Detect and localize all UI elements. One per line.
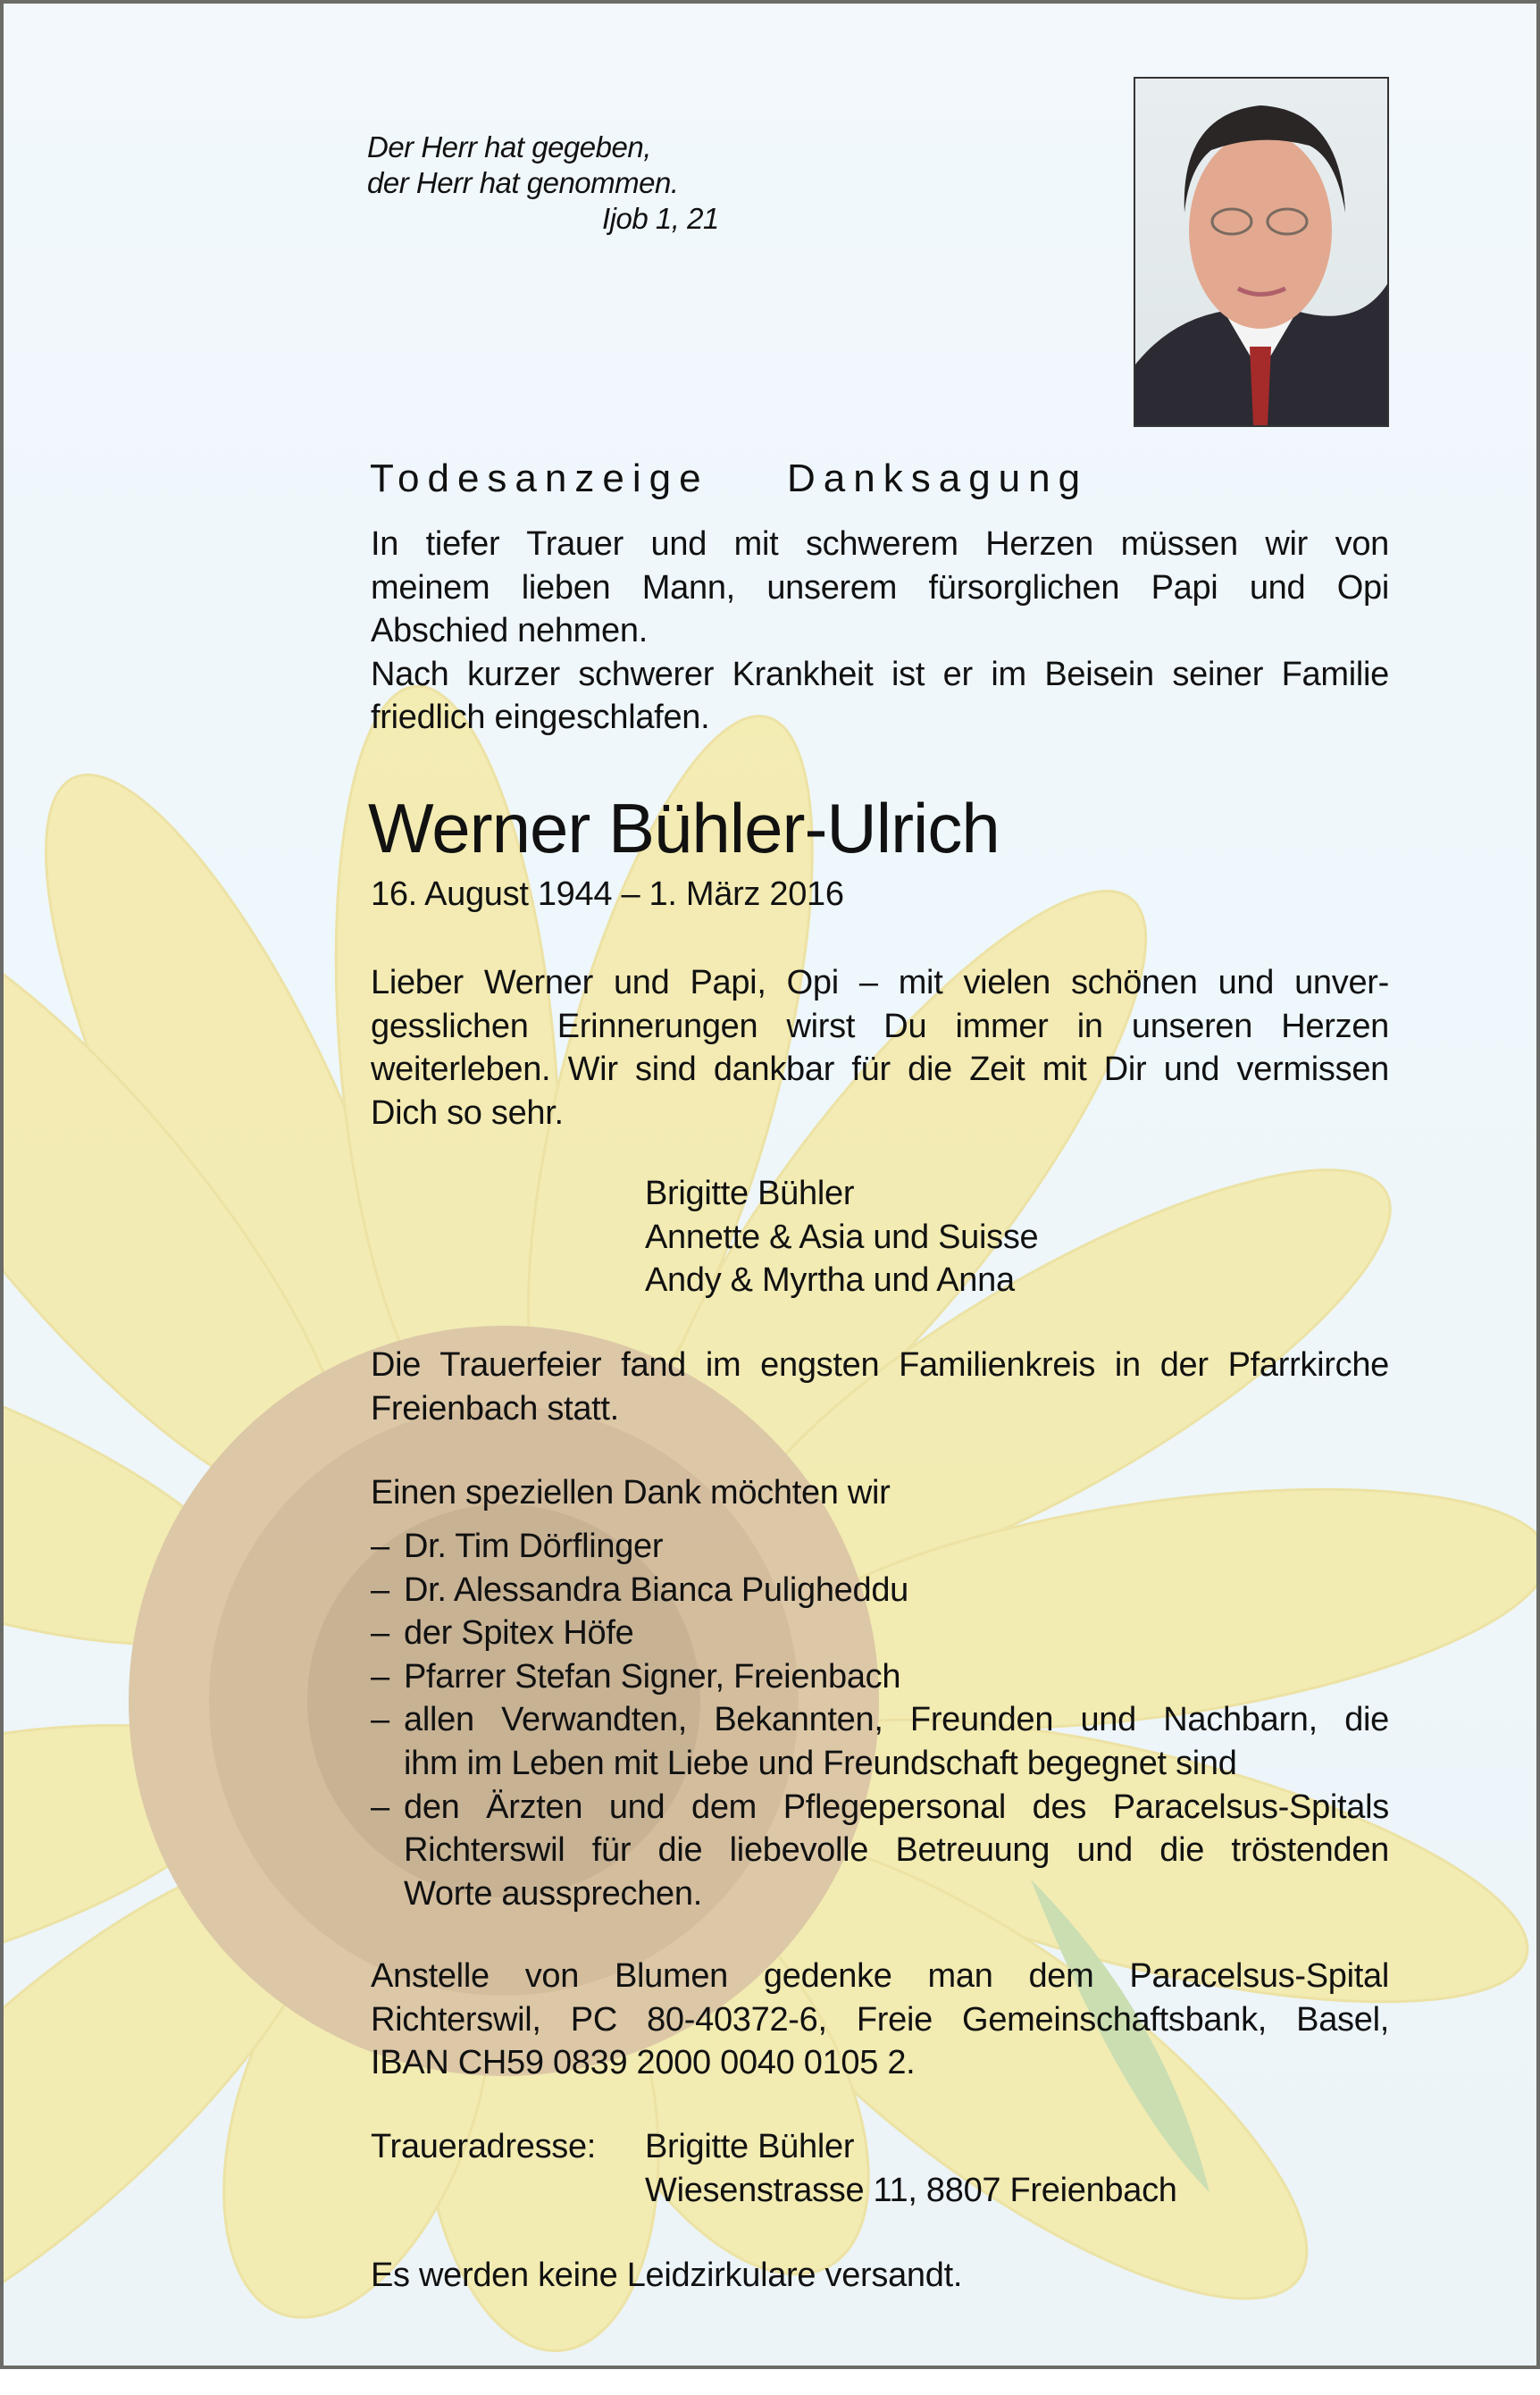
text-line: allen Verwandten, Bekannten, Freunden und Nachbarn, die xyxy=(404,1701,1389,1739)
list-item xyxy=(371,1525,1389,1569)
text-line: Dr. Tim Dörflinger xyxy=(404,1528,664,1565)
text-line: gesslichen Erinnerungen wirst Du immer in unseren Herzen xyxy=(371,1007,1389,1045)
text-line: Abschied nehmen. xyxy=(371,612,648,650)
address-block xyxy=(645,2125,1177,2212)
dash: – xyxy=(371,1788,389,1826)
text-line: weiterleben. Wir sind dankbar für die Zeit mit Dir und vermissen xyxy=(371,1051,1389,1089)
dash: – xyxy=(371,1570,389,1609)
list-item xyxy=(371,1612,1389,1655)
life-dates: 16. August 1944 – 1. März 2016 xyxy=(371,875,844,913)
text-line: meinem lieben Mann, unserem fürsorglichen Papi und Opi xyxy=(371,568,1389,607)
text-line: Nach kurzer schwerer Krankheit ist er im Beisein seiner Familie xyxy=(371,655,1389,693)
quote-line: der Herr hat genommen. xyxy=(367,166,679,199)
list-item xyxy=(371,1569,1389,1612)
address-line: Brigitte Bühler xyxy=(645,2128,855,2165)
quote-source: Ijob 1, 21 xyxy=(602,202,719,235)
signature-line: Annette & Asia und Suisse xyxy=(645,1218,1039,1256)
dash: – xyxy=(371,1657,389,1696)
list-item xyxy=(371,1698,1389,1785)
funeral-paragraph xyxy=(371,1344,1389,1430)
text-line: friedlich eingeschlafen. xyxy=(371,699,710,737)
text-line: Die Trauerfeier fand im engsten Familienkreis in der Pfarrkirche xyxy=(371,1346,1389,1384)
portrait-photo xyxy=(1134,77,1389,427)
text-line: ihm im Leben mit Liebe und Freundschaft begegnet sind xyxy=(404,1744,1237,1782)
signatures xyxy=(645,1172,1038,1302)
bible-quote xyxy=(367,130,719,237)
text-line: Richterswil, PC 80-40372-6, Freie Gemeinschaftsbank, Basel, xyxy=(371,2000,1389,2039)
text-line: Dr. Alessandra Bianca Puligheddu xyxy=(404,1570,909,1609)
text-line: Freienbach statt. xyxy=(371,1389,619,1428)
text-line: Worte aussprechen. xyxy=(404,1874,702,1913)
intro-paragraph xyxy=(371,523,1389,740)
closing-note: Es werden keine Leidzirkulare versandt. xyxy=(371,2257,963,2294)
dash: – xyxy=(371,1614,389,1653)
dash: – xyxy=(371,1701,389,1739)
dash: – xyxy=(371,1528,389,1565)
address-label: Traueradresse: xyxy=(371,2128,597,2165)
thanks-intro: Einen speziellen Dank möchten wir xyxy=(371,1474,891,1512)
thanks-list xyxy=(371,1525,1389,1915)
list-item xyxy=(371,1786,1389,1916)
message-paragraph xyxy=(371,961,1389,1135)
text-line: In tiefer Trauer und mit schwerem Herzen müssen wir von xyxy=(371,525,1389,563)
signature-line: Brigitte Bühler xyxy=(645,1175,855,1212)
text-line: der Spitex Höfe xyxy=(404,1614,634,1653)
heading-danksagung: Danksagung xyxy=(787,456,1089,500)
text-line: Lieber Werner und Papi, Opi – mit vielen schönen und unver- xyxy=(371,964,1389,1001)
text-line: Pfarrer Stefan Signer, Freienbach xyxy=(404,1657,901,1696)
list-item xyxy=(371,1655,1389,1699)
text-line: IBAN CH59 0839 2000 0040 0105 2. xyxy=(371,2044,916,2082)
signature-line: Andy & Myrtha und Anna xyxy=(645,1261,1015,1300)
donation-paragraph xyxy=(371,1955,1389,2085)
text-line: Dich so sehr. xyxy=(371,1093,564,1132)
text-line: Anstelle von Blumen gedenke man dem Paracelsus-Spital xyxy=(371,1957,1389,1995)
address-line: Wiesenstrasse 11, 8807 Freienbach xyxy=(645,2171,1177,2209)
text-line: Richterswil für die liebevolle Betreuung und die tröstenden xyxy=(404,1831,1389,1870)
heading-todesanzeige: Todesanzeige xyxy=(370,456,709,500)
text-line: den Ärzten und dem Pflegepersonal des Paracelsus-Spitals xyxy=(404,1788,1389,1826)
deceased-name: Werner Bühler-Ulrich xyxy=(368,789,1000,867)
quote-line: Der Herr hat gegeben, xyxy=(367,130,651,163)
